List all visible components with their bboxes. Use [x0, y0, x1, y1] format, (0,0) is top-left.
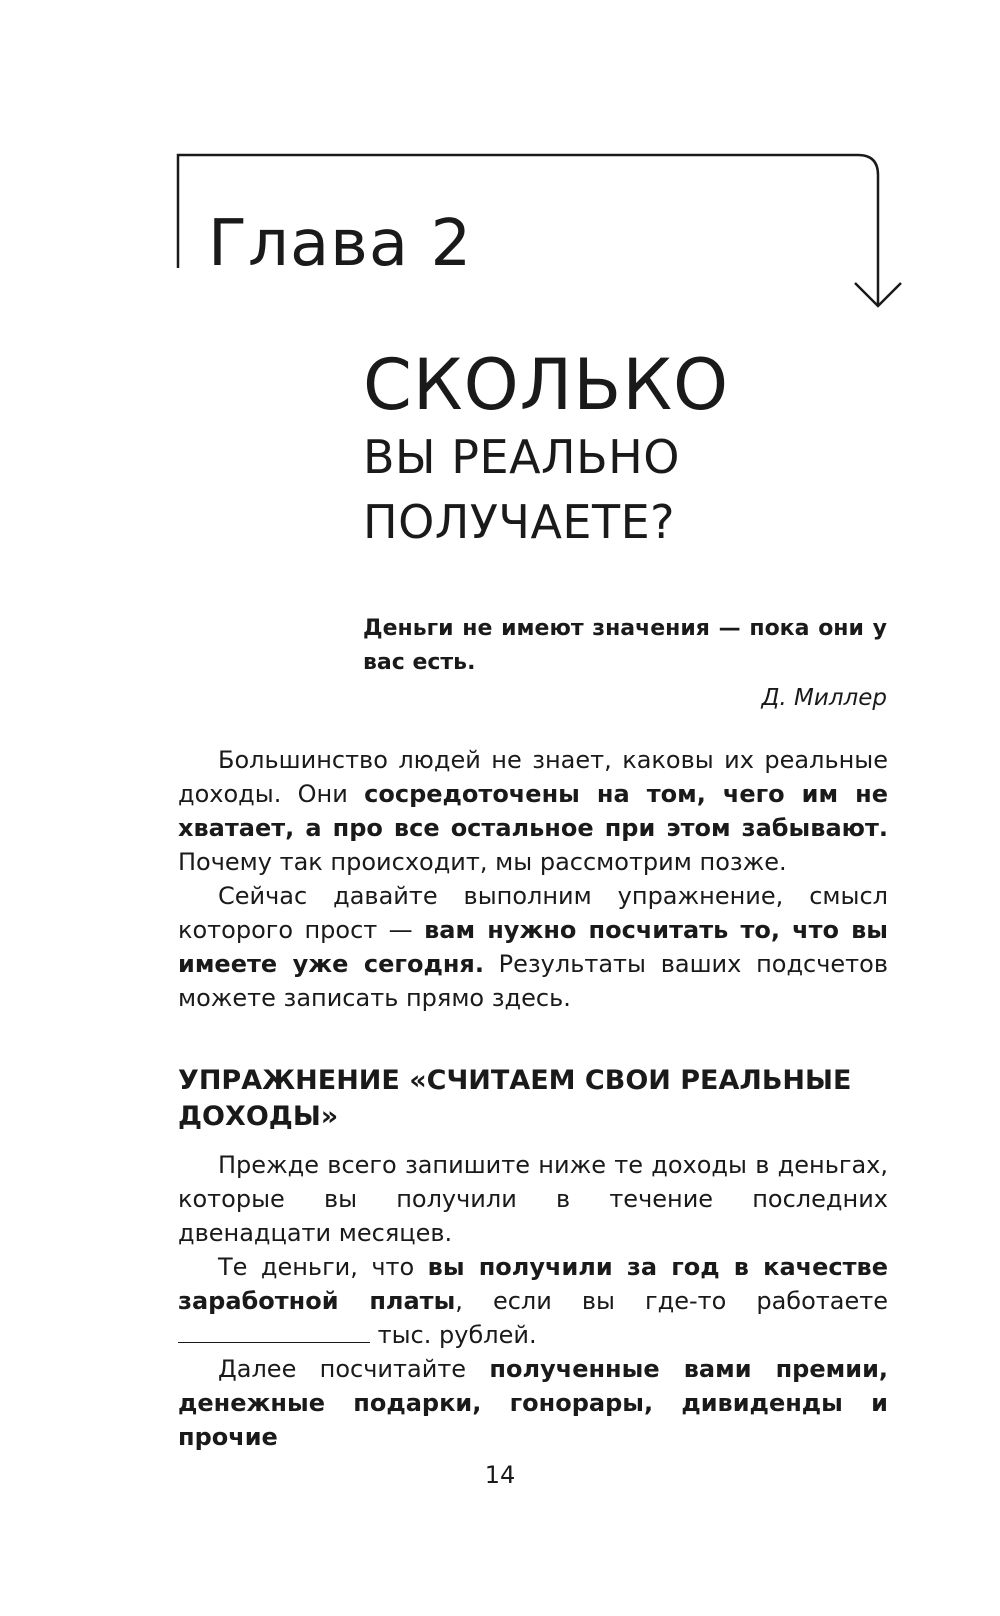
exercise-text [178, 1148, 888, 1454]
epigraph [363, 612, 887, 716]
salary-blank-line[interactable] [178, 1318, 370, 1343]
intro-paragraph-2: Сейчас давайте выполним упражнение, смысл которого прост — вам нужно посчитать то, что вы имеете уже сегодня. Результаты ваших подсчетов можете записать прямо здесь. [178, 882, 888, 1012]
title-line-2: ВЫ РЕАЛЬНО [363, 430, 680, 484]
chapter-label: Глава 2 [208, 207, 473, 281]
exercise-heading: УПРАЖНЕНИЕ «СЧИТАЕМ СВОИ РЕАЛЬНЫЕ ДОХОДЫ» [178, 1065, 852, 1132]
emphasis: вы получили за год в качестве заработной платы [178, 1253, 888, 1315]
intro-paragraph-1: Большинство людей не знает, каковы их реальные доходы. Они сосредоточены на том, чего им не хватает, а про все остальное при этом забывают. Почему так происходит, мы рассмотрим позже. [178, 746, 889, 876]
exercise-paragraph-3: Далее посчитайте полученные вами премии, денежные подарки, гонорары, дивиденды и прочие [178, 1355, 888, 1451]
chapter-title [363, 345, 729, 555]
title-line-1: СКОЛЬКО [363, 344, 730, 426]
exercise-paragraph-2: Те деньги, что вы получили за год в качестве заработной платы, если вы где-то работаете тыс. рублей. [178, 1253, 888, 1349]
emphasis: вам нужно посчитать то, что вы имеете уже сегодня. [178, 916, 888, 978]
epigraph-author: Д. Миллер [761, 685, 887, 711]
emphasis: полученные вами премии, денежные подарки, гонорары, дивиденды и прочие [178, 1355, 888, 1451]
page-number: 14 [484, 1461, 516, 1489]
chapter-frame-arrow [0, 0, 1000, 340]
exercise-paragraph-1: Прежде всего запишите ниже те доходы в деньгах, которые вы получили в течение последних двенадцати месяцев. [178, 1151, 888, 1247]
epigraph-quote: Деньги не имеют значения — пока они у вас есть. [363, 616, 887, 675]
intro-text [178, 743, 888, 1015]
title-line-3: ПОЛУЧАЕТЕ? [363, 495, 676, 549]
emphasis: сосредоточены на том, чего им не хватает, а про все остальное при этом забывают. [178, 780, 889, 842]
